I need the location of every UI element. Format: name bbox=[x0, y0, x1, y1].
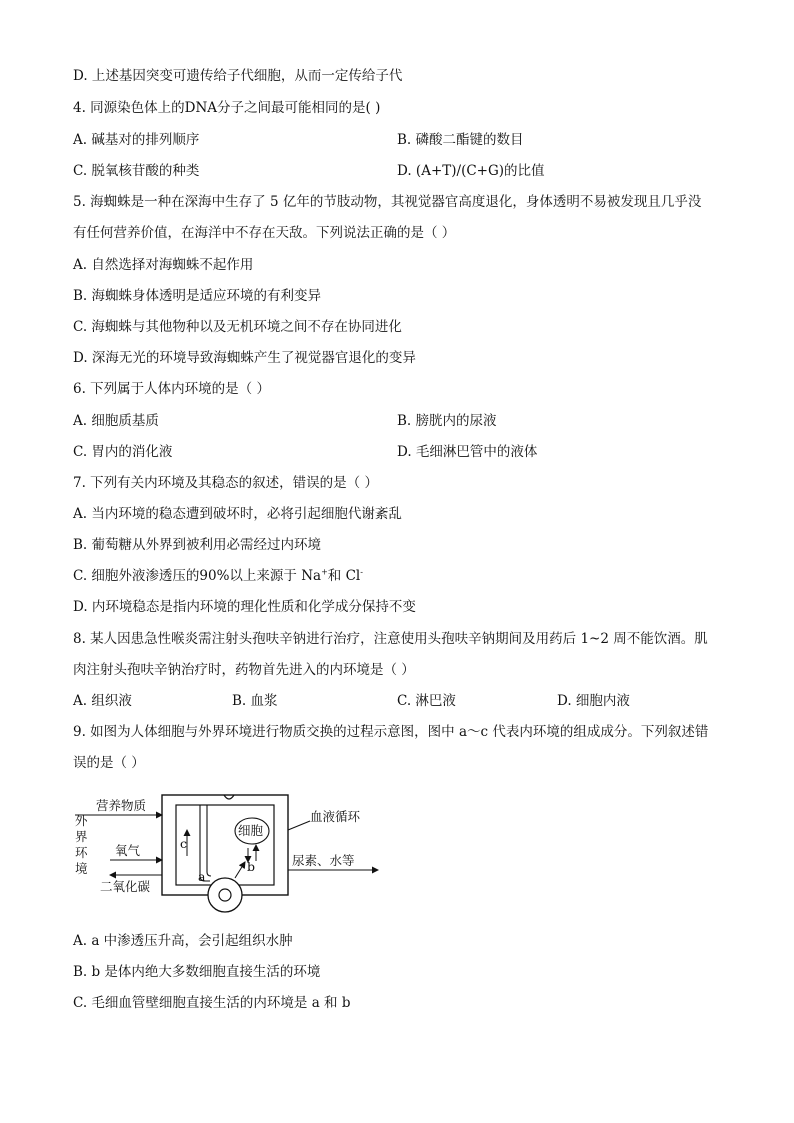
q8-option-c: C. 淋巴液 bbox=[397, 693, 456, 709]
q9-option-a: A. a 中渗透压升高，会引起组织水肿 bbox=[73, 933, 293, 949]
q9-stem-line1: 9. 如图为人体细胞与外界环境进行物质交换的过程示意图，图中 a～c 代表内环境的组成成分。下列叙述错 bbox=[73, 724, 709, 740]
arrow-a-to-b bbox=[235, 862, 245, 878]
label-outside-3: 环 bbox=[75, 845, 88, 860]
label-c: c bbox=[180, 836, 188, 851]
label-circulation: 血液循环 bbox=[310, 809, 361, 824]
label-co2: 二氧化碳 bbox=[100, 879, 151, 894]
label-outside-4: 境 bbox=[75, 861, 88, 876]
label-outside-1: 外 bbox=[75, 813, 88, 828]
q9-stem-line2: 误的是（ ） bbox=[73, 755, 145, 771]
q6-option-a: A. 细胞质基质 bbox=[73, 413, 159, 429]
q6-option-d: D. 毛细淋巴管中的液体 bbox=[397, 444, 538, 460]
q9-option-b: B. b 是体内绝大多数细胞直接生活的环境 bbox=[73, 964, 321, 980]
q7-option-c-text-mid: 和 Cl bbox=[327, 568, 361, 584]
q6-option-c: C. 胃内的消化液 bbox=[73, 444, 173, 460]
superscript-minus: - bbox=[360, 567, 363, 577]
q9-option-c: C. 毛细血管壁细胞直接生活的内环境是 a 和 b bbox=[73, 995, 351, 1011]
superscript-plus: + bbox=[321, 567, 328, 577]
q8-stem-line1: 8. 某人因患急性喉炎需注射头孢呋辛钠进行治疗，注意使用头孢呋辛钠期间及用药后 1~2 周不能饮酒。肌 bbox=[73, 631, 708, 647]
q4-option-b: B. 磷酸二酯键的数目 bbox=[397, 132, 524, 148]
label-waste: 尿素、水等 bbox=[292, 853, 355, 868]
q8-option-b: B. 血浆 bbox=[232, 693, 278, 709]
q7-stem: 7. 下列有关内环境及其稳态的叙述，错误的是（ ） bbox=[73, 475, 378, 491]
q4-stem: 4. 同源染色体上的DNA分子之间最可能相同的是( ) bbox=[73, 100, 381, 116]
q7-option-c bbox=[73, 567, 363, 585]
q7-option-a: A. 当内环境的稳态遭到破坏时，必将引起细胞代谢紊乱 bbox=[73, 506, 402, 522]
label-nutrients: 营养物质 bbox=[96, 798, 147, 813]
q8-option-d: D. 细胞内液 bbox=[557, 693, 630, 709]
q5-option-b: B. 海蜘蛛身体透明是适应环境的有利变异 bbox=[73, 288, 322, 304]
q5-option-c: C. 海蜘蛛与其他物种以及无机环境之间不存在协同进化 bbox=[73, 319, 402, 335]
capillary-inner bbox=[219, 889, 231, 901]
q4-option-a: A. 碱基对的排列顺序 bbox=[73, 132, 200, 148]
q3-option-d: D. 上述基因突变可遗传给子代细胞，从而一定传给子代 bbox=[73, 68, 403, 84]
q7-option-c-text: C. 细胞外液渗透压的90%以上来源于 Na bbox=[73, 568, 322, 584]
q5-option-d: D. 深海无光的环境导致海蜘蛛产生了视觉器官退化的变异 bbox=[73, 350, 416, 366]
q8-option-a: A. 组织液 bbox=[73, 693, 132, 709]
q8-stem-line2: 肉注射头孢呋辛钠治疗时，药物首先进入的内环境是（ ） bbox=[73, 662, 415, 678]
label-outside-2: 界 bbox=[75, 829, 88, 844]
label-cell: 细胞 bbox=[238, 823, 264, 838]
lymph-vessel-right bbox=[207, 805, 211, 876]
q4-option-d: D. (A+T)/(C+G)的比值 bbox=[397, 163, 545, 179]
exchange-diagram bbox=[70, 788, 390, 913]
label-a: a bbox=[198, 869, 206, 884]
leader-circulation bbox=[288, 821, 310, 830]
q5-stem-line2: 有任何营养价值，在海洋中不存在天敌。下列说法正确的是（ ） bbox=[73, 225, 456, 241]
q6-stem: 6. 下列属于人体内环境的是（ ） bbox=[73, 381, 270, 397]
label-b: b bbox=[247, 859, 256, 874]
q6-option-b: B. 膀胱内的尿液 bbox=[397, 413, 497, 429]
q7-option-d: D. 内环境稳态是指内环境的理化性质和化学成分保持不变 bbox=[73, 599, 416, 615]
inner-box bbox=[176, 805, 274, 885]
q5-option-a: A. 自然选择对海蜘蛛不起作用 bbox=[73, 257, 254, 273]
q4-option-c: C. 脱氧核苷酸的种类 bbox=[73, 163, 200, 179]
q5-stem-line1: 5. 海蜘蛛是一种在深海中生存了 5 亿年的节肢动物，其视觉器官高度退化，身体透明不易被发现且几乎没 bbox=[73, 194, 702, 210]
q7-option-b: B. 葡萄糖从外界到被利用必需经过内环境 bbox=[73, 537, 322, 553]
label-oxygen: 氧气 bbox=[115, 843, 141, 858]
